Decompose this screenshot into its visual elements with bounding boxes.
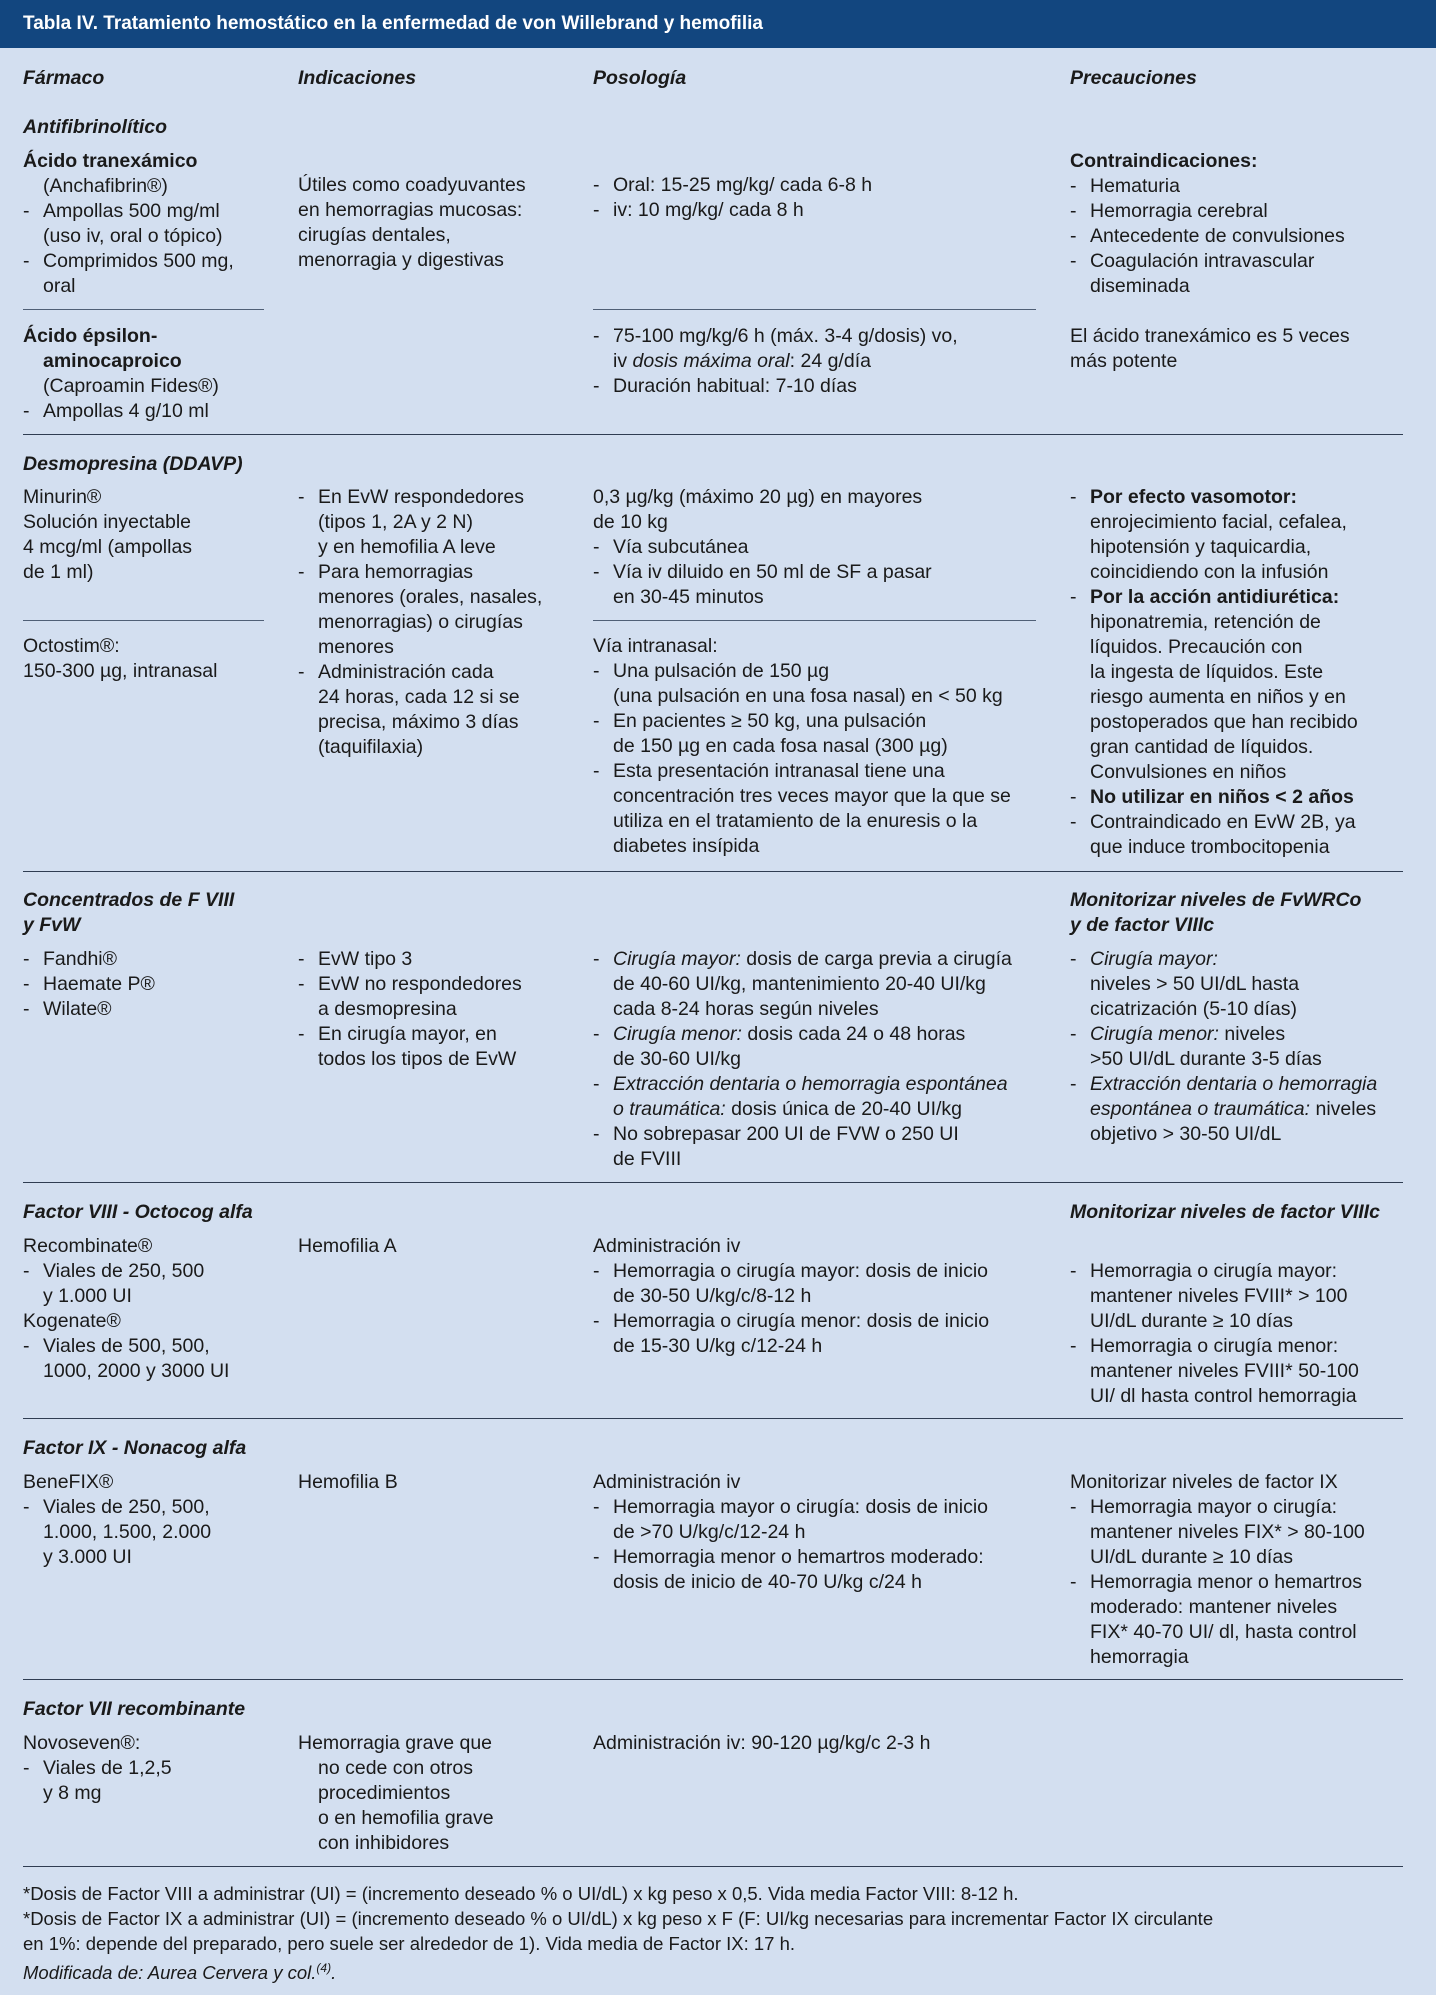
section-title-desmopresina: Desmopresina (DDAVP) bbox=[23, 453, 243, 475]
bullet-dash: - bbox=[1070, 786, 1077, 808]
indication-line: En EvW respondedores bbox=[318, 486, 524, 508]
precaution-line: hiponatremia, retención de bbox=[1090, 611, 1321, 633]
dosage-line: concentración tres veces mayor que la que se bbox=[613, 785, 1011, 807]
bullet-dash: - bbox=[298, 486, 305, 508]
precaution-line: coincidiendo con la infusión bbox=[1090, 561, 1329, 583]
dosage-text: iv bbox=[613, 350, 633, 372]
drug-name: Ácido épsilon- bbox=[23, 325, 158, 347]
drug-detail: Solución inyectable bbox=[23, 511, 192, 533]
dosage-line: Vía iv diluido en 50 ml de SF a pasar bbox=[613, 561, 932, 583]
drug-detail: 150-300 µg, intranasal bbox=[23, 660, 218, 682]
bullet-dash: - bbox=[23, 1335, 30, 1357]
bullet-dash: - bbox=[593, 536, 600, 558]
precaution-text-italic: Extracción dentaria o hemorragia bbox=[1090, 1073, 1378, 1095]
indicaciones-concentrados bbox=[298, 947, 522, 1072]
precaution-line: UI/dL durante ≥ 10 días bbox=[1090, 1310, 1293, 1332]
drug-detail: Kogenate® bbox=[23, 1310, 121, 1332]
precaution-line: moderado: mantener niveles bbox=[1090, 1596, 1338, 1618]
drug-detail: (Anchafibrin®) bbox=[43, 175, 168, 197]
dosage-line: Oral: 15-25 mg/kg/ cada 6-8 h bbox=[613, 174, 873, 196]
dosage-line: de 15-30 U/kg c/12-24 h bbox=[613, 1335, 823, 1357]
indicacion-factor-ix: Hemofilia B bbox=[298, 1471, 398, 1493]
note-line: más potente bbox=[1070, 350, 1178, 372]
dosage-line: dosis de inicio de 40-70 U/kg c/24 h bbox=[613, 1571, 922, 1593]
precaution-text-italic: Cirugía menor: bbox=[1090, 1023, 1219, 1045]
dosage-line: Duración habitual: 7-10 días bbox=[613, 375, 857, 397]
bullet-dash: - bbox=[593, 1260, 600, 1282]
bullet-dash: - bbox=[23, 1260, 30, 1282]
bullet-dash: - bbox=[23, 998, 30, 1020]
dosage-text-italic: Cirugía menor: bbox=[613, 1023, 742, 1045]
precaution-line: Antecedente de convulsiones bbox=[1090, 225, 1345, 247]
indication-line: (tipos 1, 2A y 2 N) bbox=[318, 511, 473, 533]
bullet-dash: - bbox=[298, 561, 305, 583]
dosage-line: No sobrepasar 200 UI de FVW o 250 UI bbox=[613, 1123, 959, 1145]
bullet-dash: - bbox=[23, 1496, 30, 1518]
precaution-text: niveles bbox=[1310, 1098, 1377, 1120]
dosage-line: En pacientes ≥ 50 kg, una pulsación bbox=[613, 710, 927, 732]
bullet-dash: - bbox=[1070, 486, 1077, 508]
bullet-dash: - bbox=[1070, 586, 1077, 608]
bullet-dash: - bbox=[23, 948, 30, 970]
drug-detail: BeneFIX® bbox=[23, 1471, 114, 1493]
bullet-dash: - bbox=[1070, 1260, 1077, 1282]
precaution-line: Por efecto vasomotor: bbox=[1090, 486, 1297, 508]
drug-detail: Minurin® bbox=[23, 486, 102, 508]
indication-line: o en hemofilia grave bbox=[318, 1807, 494, 1829]
drug-detail: Ampollas 500 mg/ml bbox=[43, 200, 220, 222]
drug-detail: Haemate P® bbox=[43, 973, 155, 995]
bullet-dash: - bbox=[1070, 948, 1077, 970]
dosage-line: de >70 U/kg/c/12-24 h bbox=[613, 1521, 806, 1543]
precaution-line: niveles > 50 UI/dL hasta bbox=[1090, 973, 1300, 995]
precauciones-title-concentrados bbox=[1070, 888, 1361, 938]
bullet-dash: - bbox=[593, 325, 600, 347]
drug-detail: 1.000, 1.500, 2.000 bbox=[43, 1521, 212, 1543]
precaution-line: riesgo aumenta en niños y en bbox=[1090, 686, 1346, 708]
precaution-line: Hemorragia mayor o cirugía: bbox=[1090, 1496, 1338, 1518]
precaution-line: líquidos. Precaución con bbox=[1090, 636, 1303, 658]
precauciones-desmopresina bbox=[1070, 485, 1358, 860]
posologia-factor-vii: Administración iv: 90-120 µg/kg/c 2-3 h bbox=[593, 1732, 931, 1754]
dosage-line: Administración iv bbox=[593, 1471, 741, 1493]
precaution-line: Contraindicado en EvW 2B, ya bbox=[1090, 811, 1356, 833]
bullet-dash: - bbox=[593, 1310, 600, 1332]
bullet-dash: - bbox=[298, 948, 305, 970]
indication-line: todos los tipos de EvW bbox=[318, 1048, 517, 1070]
posologia-concentrados bbox=[593, 947, 1012, 1172]
dosage-line: de FVIII bbox=[613, 1148, 682, 1170]
drug-detail: Novoseven®: bbox=[23, 1732, 141, 1754]
bullet-dash: - bbox=[1070, 200, 1077, 222]
drug-detail: Viales de 250, 500 bbox=[43, 1260, 205, 1282]
precaution-title: Contraindicaciones: bbox=[1070, 150, 1258, 172]
dosage-line: Administración iv bbox=[593, 1235, 741, 1257]
precaution-line: Hemorragia o cirugía menor: bbox=[1090, 1335, 1339, 1357]
dosage-line: Esta presentación intranasal tiene una bbox=[613, 760, 945, 782]
bullet-dash: - bbox=[593, 1546, 600, 1568]
indication-line: cirugías dentales, bbox=[298, 224, 451, 246]
precaution-title: y de factor VIIIc bbox=[1070, 914, 1215, 936]
posologia-desmopresina-intranasal bbox=[593, 634, 1011, 859]
bullet-dash: - bbox=[593, 1023, 600, 1045]
drugs-concentrados bbox=[23, 947, 155, 1022]
dosage-line: de 30-50 U/kg/c/8-12 h bbox=[613, 1285, 812, 1307]
section-title-line: y FvW bbox=[23, 914, 81, 936]
bullet-dash: - bbox=[1070, 225, 1077, 247]
section-divider bbox=[23, 871, 1403, 872]
col-header-farmaco: Fármaco bbox=[23, 67, 105, 89]
bullet-dash: - bbox=[593, 375, 600, 397]
precauciones-factor-ix bbox=[1070, 1470, 1365, 1670]
dosage-text: dosis cada 24 o 48 horas bbox=[741, 1023, 966, 1045]
bullet-dash: - bbox=[593, 1496, 600, 1518]
section-divider bbox=[23, 1418, 1403, 1419]
col-header-posologia: Posología bbox=[593, 67, 687, 89]
drug-detail: Comprimidos 500 mg, bbox=[43, 250, 234, 272]
indication-line: y en hemofilia A leve bbox=[318, 536, 496, 558]
precaution-line: cicatrización (5-10 días) bbox=[1090, 998, 1297, 1020]
indication-line: En cirugía mayor, en bbox=[318, 1023, 497, 1045]
precaution-line: Coagulación intravascular bbox=[1090, 250, 1315, 272]
posologia-desmopresina-iv bbox=[593, 485, 932, 610]
drug-detail: Octostim®: bbox=[23, 635, 120, 657]
bullet-dash: - bbox=[593, 1123, 600, 1145]
precaution-line: No utilizar en niños < 2 años bbox=[1090, 786, 1354, 808]
source-citation bbox=[23, 1956, 1213, 1985]
dosage-line: Vía subcutánea bbox=[613, 536, 749, 558]
bullet-dash: - bbox=[298, 973, 305, 995]
precaution-line: diseminada bbox=[1090, 275, 1190, 297]
precaution-line: >50 UI/dL durante 3-5 días bbox=[1090, 1048, 1322, 1070]
dosage-line: Una pulsación de 150 µg bbox=[613, 660, 830, 682]
precaution-line: UI/ dl hasta control hemorragia bbox=[1090, 1385, 1357, 1407]
dosage-text: dosis de carga previa a cirugía bbox=[740, 948, 1012, 970]
drug-detail: Viales de 1,2,5 bbox=[43, 1757, 172, 1779]
indication-line: menorragia y digestivas bbox=[298, 249, 504, 271]
indication-line: con inhibidores bbox=[318, 1832, 450, 1854]
posologia-factor-viii bbox=[593, 1234, 989, 1359]
footnote-line: en 1%: depende del preparado, pero suele ser alrededor de 1). Vida media de Factor IX: 17 h. bbox=[23, 1933, 796, 1954]
drug-name: Ácido tranexámico bbox=[23, 150, 198, 172]
drug-detail: y 8 mg bbox=[43, 1782, 102, 1804]
dosage-line: Hemorragia menor o hemartros moderado: bbox=[613, 1546, 984, 1568]
indication-line: no cede con otros bbox=[318, 1757, 474, 1779]
dosage-text: dosis única de 20-40 UI/kg bbox=[725, 1098, 963, 1120]
indicaciones-antifibrinolitico bbox=[298, 173, 526, 273]
section-title-concentrados bbox=[23, 888, 234, 938]
indicacion-factor-viii: Hemofilia A bbox=[298, 1235, 397, 1257]
indication-line: Hemorragia grave que bbox=[298, 1732, 493, 1754]
indication-line: Para hemorragias bbox=[318, 561, 473, 583]
dosage-line: cada 8-24 horas según niveles bbox=[613, 998, 879, 1020]
footnote-line: *Dosis de Factor VIII a administrar (UI) = (incremento deseado % o UI/dL) x kg peso x 0,5. Vida media Factor VIII: 8-12 h. bbox=[23, 1883, 1019, 1904]
drug-acido-epsilon-aminocaproico bbox=[23, 324, 219, 424]
precaution-title: Monitorizar niveles de FvWRCo bbox=[1070, 889, 1362, 911]
drug-detail: Wilate® bbox=[43, 998, 112, 1020]
drug-detail: de 1 ml) bbox=[23, 561, 94, 583]
indicaciones-factor-vii bbox=[298, 1731, 494, 1856]
drug-octostim bbox=[23, 634, 217, 684]
precaution-line: objetivo > 30-50 UI/dL bbox=[1090, 1123, 1282, 1145]
dosage-line: Hemorragia o cirugía mayor: dosis de inicio bbox=[613, 1260, 988, 1282]
precaution-line: UI/dL durante ≥ 10 días bbox=[1090, 1546, 1293, 1568]
drugs-factor-viii bbox=[23, 1234, 229, 1384]
drug-detail: (Caproamin Fides®) bbox=[43, 375, 219, 397]
precaution-line: FIX* 40-70 UI/ dl, hasta control bbox=[1090, 1621, 1357, 1643]
dosage-line: en 30-45 minutos bbox=[613, 586, 764, 608]
dosage-line: 0,3 µg/kg (máximo 20 µg) en mayores bbox=[593, 486, 923, 508]
drugs-factor-ix bbox=[23, 1470, 211, 1570]
bullet-dash: - bbox=[1070, 1073, 1077, 1095]
dosage-line: de 30-60 UI/kg bbox=[613, 1048, 741, 1070]
divider bbox=[23, 620, 264, 621]
footnote-line: *Dosis de Factor IX a administrar (UI) = (incremento deseado % o UI/dL) x kg peso x F (F: UI/kg necesarias para incrementar Factor IX circulante bbox=[23, 1908, 1214, 1929]
indicaciones-desmopresina bbox=[298, 485, 542, 760]
bullet-dash: - bbox=[23, 250, 30, 272]
section-divider bbox=[23, 1182, 1403, 1183]
dosage-line: utiliza en el tratamiento de la enuresis o la bbox=[613, 810, 978, 832]
dosage-text: : 24 g/día bbox=[789, 350, 871, 372]
dosage-text-italic: Cirugía mayor: bbox=[613, 948, 741, 970]
section-title-antifibrinolitico: Antifibrinolítico bbox=[23, 116, 168, 138]
drug-detail: y 1.000 UI bbox=[43, 1285, 132, 1307]
bullet-dash: - bbox=[593, 174, 600, 196]
precaution-line: hemorragia bbox=[1090, 1646, 1189, 1668]
section-divider bbox=[23, 1679, 1403, 1680]
precaution-line: mantener niveles FIX* > 80-100 bbox=[1090, 1521, 1365, 1543]
note-line: El ácido tranexámico es 5 veces bbox=[1070, 325, 1350, 347]
dosage-line: diabetes insípida bbox=[613, 835, 760, 857]
bullet-dash: - bbox=[1070, 175, 1077, 197]
precaution-text-italic: espontánea o traumática: bbox=[1090, 1098, 1311, 1120]
dosage-line: 75-100 mg/kg/6 h (máx. 3-4 g/dosis) vo, bbox=[613, 325, 958, 347]
precaution-line: Hemorragia cerebral bbox=[1090, 200, 1268, 222]
drug-detail: oral bbox=[43, 275, 76, 297]
bullet-dash: - bbox=[593, 948, 600, 970]
drug-detail: (uso iv, oral o tópico) bbox=[43, 225, 223, 247]
indication-line: procedimientos bbox=[318, 1782, 451, 1804]
bullet-dash: - bbox=[593, 710, 600, 732]
precaution-line: Por la acción antidiurética: bbox=[1090, 586, 1340, 608]
precaution-line: Convulsiones en niños bbox=[1090, 761, 1287, 783]
divider bbox=[23, 309, 264, 310]
indication-line: Administración cada bbox=[318, 661, 494, 683]
drug-detail: Fandhi® bbox=[43, 948, 117, 970]
dosage-line: iv: 10 mg/kg/ cada 8 h bbox=[613, 199, 804, 221]
indication-line: menores (orales, nasales, bbox=[318, 586, 543, 608]
drug-detail: Recombinate® bbox=[23, 1235, 153, 1257]
posologia-aminocaproico bbox=[593, 324, 958, 399]
table-title: Tabla IV. Tratamiento hemostático en la enfermedad de von Willebrand y hemofilia bbox=[0, 0, 1436, 48]
indication-line: precisa, máximo 3 días bbox=[318, 711, 519, 733]
section-title-factor-vii: Factor VII recombinante bbox=[23, 1698, 246, 1720]
section-title-factor-ix: Factor IX - Nonacog alfa bbox=[23, 1437, 247, 1459]
drug-detail: Ampollas 4 g/10 ml bbox=[43, 400, 209, 422]
precaution-line: que induce trombocitopenia bbox=[1090, 836, 1330, 858]
bullet-dash: - bbox=[1070, 250, 1077, 272]
bullet-dash: - bbox=[298, 1023, 305, 1045]
bullet-dash: - bbox=[23, 973, 30, 995]
dosage-line: (una pulsación en una fosa nasal) en < 50 kg bbox=[613, 685, 1003, 707]
precaution-line: postoperados que han recibido bbox=[1090, 711, 1358, 733]
drug-detail: Viales de 500, 500, bbox=[43, 1335, 210, 1357]
precaution-line: Hemorragia o cirugía mayor: bbox=[1090, 1260, 1338, 1282]
precaution-line: mantener niveles FVIII* > 100 bbox=[1090, 1285, 1348, 1307]
citation-text: Modificada de: Aurea Cervera y col. bbox=[23, 1962, 317, 1984]
bullet-dash: - bbox=[23, 1757, 30, 1779]
drug-name: aminocaproico bbox=[43, 350, 182, 372]
indication-line: EvW no respondedores bbox=[318, 973, 522, 995]
indication-line: menorragias) o cirugías bbox=[318, 611, 523, 633]
posologia-tranexamico bbox=[593, 173, 872, 223]
dosage-line: de 150 µg en cada fosa nasal (300 µg) bbox=[613, 735, 948, 757]
precaution-line: la ingesta de líquidos. Este bbox=[1090, 661, 1324, 683]
dosage-text-italic: o traumática: bbox=[613, 1098, 726, 1120]
precauciones-concentrados bbox=[1070, 947, 1377, 1147]
divider bbox=[593, 309, 1036, 310]
dosage-text-italic: Extracción dentaria o hemorragia espontánea bbox=[613, 1073, 1008, 1095]
bullet-dash: - bbox=[593, 760, 600, 782]
bullet-dash: - bbox=[1070, 1335, 1077, 1357]
precaution-line: hipotensión y taquicardia, bbox=[1090, 536, 1312, 558]
nota-tranexamico bbox=[1070, 324, 1350, 374]
dosage-line: Vía intranasal: bbox=[593, 635, 718, 657]
indication-line: menores bbox=[318, 636, 394, 658]
dosage-line: Hemorragia o cirugía menor: dosis de inicio bbox=[613, 1310, 990, 1332]
dosage-line: de 40-60 UI/kg, mantenimiento 20-40 UI/kg bbox=[613, 973, 986, 995]
posologia-factor-ix bbox=[593, 1470, 988, 1595]
drug-detail: y 3.000 UI bbox=[43, 1546, 132, 1568]
citation-end: . bbox=[331, 1962, 337, 1984]
drug-detail: Viales de 250, 500, bbox=[43, 1496, 210, 1518]
precaution-line: gran cantidad de líquidos. bbox=[1090, 736, 1314, 758]
drug-acido-tranexamico bbox=[23, 149, 234, 299]
col-header-indicaciones: Indicaciones bbox=[298, 67, 417, 89]
section-divider bbox=[23, 1866, 1403, 1867]
col-header-precauciones: Precauciones bbox=[1070, 67, 1197, 89]
section-title-factor-viii: Factor VIII - Octocog alfa bbox=[23, 1201, 253, 1223]
section-divider bbox=[23, 434, 1403, 435]
indication-line: (taquifilaxia) bbox=[318, 736, 424, 758]
bullet-dash: - bbox=[23, 400, 30, 422]
divider bbox=[593, 620, 1036, 621]
precauciones-antifibrinolitico bbox=[1070, 149, 1345, 299]
indication-line: en hemorragias mucosas: bbox=[298, 199, 523, 221]
precaution-line: mantener niveles FVIII* 50-100 bbox=[1090, 1360, 1359, 1382]
bullet-dash: - bbox=[1070, 811, 1077, 833]
indication-line: 24 horas, cada 12 si se bbox=[318, 686, 520, 708]
drug-minurin bbox=[23, 485, 192, 585]
drugs-factor-vii bbox=[23, 1731, 172, 1806]
precaution-text: niveles bbox=[1218, 1023, 1286, 1045]
citation-ref: (4) bbox=[316, 1961, 332, 1975]
section-title-line: Concentrados de F VIII bbox=[23, 889, 235, 911]
bullet-dash: - bbox=[1070, 1496, 1077, 1518]
bullet-dash: - bbox=[298, 661, 305, 683]
bullet-dash: - bbox=[1070, 1023, 1077, 1045]
indication-line: a desmopresina bbox=[318, 998, 457, 1020]
precauciones-factor-viii bbox=[1070, 1259, 1359, 1409]
bullet-dash: - bbox=[1070, 1571, 1077, 1593]
precaution-line: Hemorragia menor o hemartros bbox=[1090, 1571, 1363, 1593]
precauciones-title-factor-viii: Monitorizar niveles de factor VIIIc bbox=[1070, 1201, 1380, 1223]
indication-line: EvW tipo 3 bbox=[318, 948, 413, 970]
precaution-text-italic: Cirugía mayor: bbox=[1090, 948, 1218, 970]
precaution-line: Monitorizar niveles de factor IX bbox=[1070, 1471, 1338, 1493]
bullet-dash: - bbox=[23, 200, 30, 222]
dosage-text-italic: dosis máxima oral bbox=[632, 350, 790, 372]
dosage-line: de 10 kg bbox=[593, 511, 668, 533]
bullet-dash: - bbox=[593, 199, 600, 221]
indication-line: Útiles como coadyuvantes bbox=[298, 174, 526, 196]
dosage-line: Hemorragia mayor o cirugía: dosis de inicio bbox=[613, 1496, 988, 1518]
precaution-line: enrojecimiento facial, cefalea, bbox=[1090, 511, 1347, 533]
drug-detail: 1000, 2000 y 3000 UI bbox=[43, 1360, 230, 1382]
drug-detail: 4 mcg/ml (ampollas bbox=[23, 536, 193, 558]
precaution-line: Hematuria bbox=[1090, 175, 1180, 197]
bullet-dash: - bbox=[593, 660, 600, 682]
bullet-dash: - bbox=[593, 561, 600, 583]
table-footnotes bbox=[23, 1881, 1213, 1985]
bullet-dash: - bbox=[593, 1073, 600, 1095]
